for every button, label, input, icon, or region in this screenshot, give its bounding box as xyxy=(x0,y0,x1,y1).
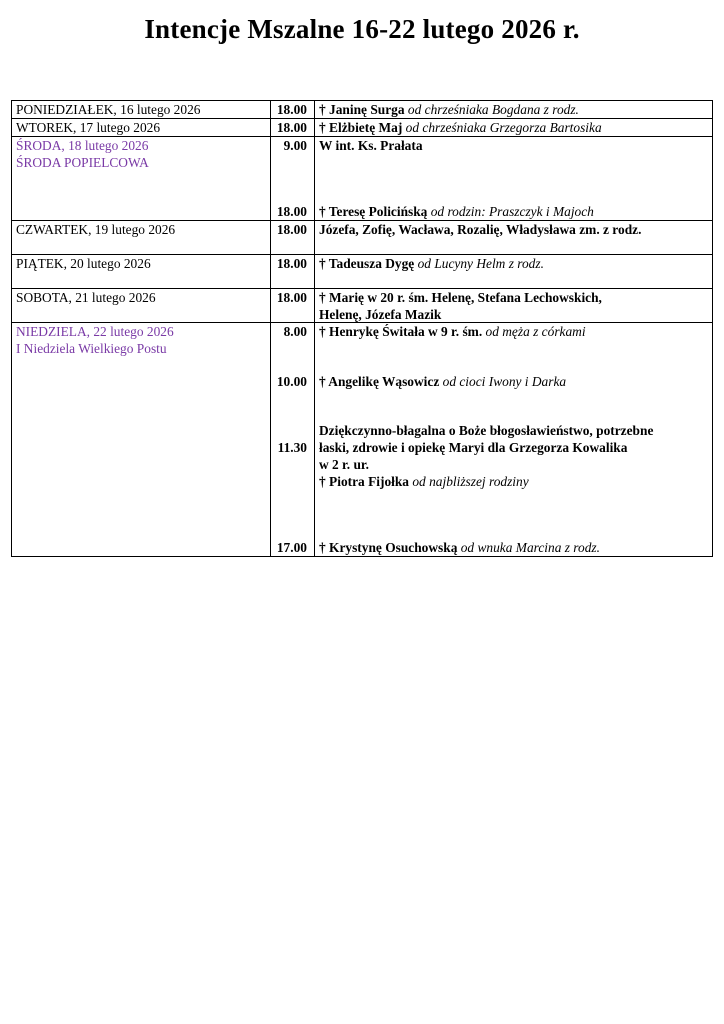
table-row xyxy=(12,137,713,221)
intention-person: † Angelikę Wąsowicz xyxy=(319,374,440,389)
day-label: SOBOTA, 21 lutego 2026 xyxy=(16,290,156,305)
intention-offerer: od wnuka Marcina z rodz. xyxy=(457,540,600,555)
table-row xyxy=(12,255,713,289)
day-label: WTOREK, 17 lutego 2026 xyxy=(16,120,161,135)
day-label: ŚRODA, 18 lutego 2026 xyxy=(16,138,149,153)
intention-person: † Janinę Surga xyxy=(319,102,405,117)
intention-offerer: od rodzin: Praszczyk i Majoch xyxy=(427,204,594,219)
mass-time: 18.00 xyxy=(276,120,307,135)
day-subtitle: I Niedziela Wielkiego Postu xyxy=(16,341,167,356)
intention-offerer: od męża z córkami xyxy=(482,324,586,339)
table-row xyxy=(12,119,713,137)
mass-time: 11.30 xyxy=(277,440,307,455)
mass-time: 18.00 xyxy=(276,102,307,117)
intention xyxy=(315,101,712,118)
mass-time: 18.00 xyxy=(276,256,307,271)
mass-schedule-table xyxy=(11,100,713,557)
day-label: CZWARTEK, 19 lutego 2026 xyxy=(16,222,176,237)
day-label: PONIEDZIAŁEK, 16 lutego 2026 xyxy=(16,102,201,117)
intention-offerer: od Lucyny Helm z rodz. xyxy=(414,256,544,271)
table-row xyxy=(12,221,713,255)
intention-person: † Marię w 20 r. śm. Helenę, Stefana Lechowskich, xyxy=(319,290,602,305)
mass-time: 18.00 xyxy=(276,222,307,237)
intention-person: W int. Ks. Prałata xyxy=(319,138,423,153)
intention-person: Helenę, Józefa Mazik xyxy=(319,307,442,322)
intention-offerer: od najbliższej rodziny xyxy=(409,474,529,489)
intention-person: † Elżbietę Maj xyxy=(319,120,403,135)
intention-person: Dziękczynno-błagalna o Boże błogosławieństwo, potrzebne xyxy=(319,423,654,438)
mass-time: 8.00 xyxy=(283,324,307,339)
table-row xyxy=(12,101,713,119)
table-row xyxy=(12,323,713,557)
mass-time: 18.00 xyxy=(276,204,307,219)
mass-time: 9.00 xyxy=(283,138,307,153)
intention-offerer: od chrześniaka Grzegorza Bartosika xyxy=(402,120,602,135)
intention-person: Józefa, Zofię, Wacława, Rozalię, Władysława zm. z rodz. xyxy=(319,222,642,237)
mass-time: 18.00 xyxy=(276,290,307,305)
intention-person: † Krystynę Osuchowską xyxy=(319,540,458,555)
mass-time: 10.00 xyxy=(276,374,307,389)
table-row xyxy=(12,289,713,323)
intention-person: † Henrykę Świtała w 9 r. śm. xyxy=(319,324,483,339)
intention-person: † Tadeusza Dygę xyxy=(319,256,415,271)
intention-offerer: od cioci Iwony i Darka xyxy=(439,374,567,389)
page-title: Intencje Mszalne 16-22 lutego 2026 r. xyxy=(144,14,580,44)
intention-person: † Teresę Policińską xyxy=(319,204,428,219)
intention-offerer: od chrześniaka Bogdana z rodz. xyxy=(404,102,579,117)
mass-time: 17.00 xyxy=(276,540,307,555)
day-label: NIEDZIELA, 22 lutego 2026 xyxy=(16,324,174,339)
day-label: PIĄTEK, 20 lutego 2026 xyxy=(16,256,151,271)
intention-person: † Piotra Fijołka xyxy=(319,474,410,489)
day-subtitle: ŚRODA POPIELCOWA xyxy=(16,155,149,170)
intention-person: łaski, zdrowie i opiekę Maryi dla Grzegorza Kowalika xyxy=(319,440,628,455)
intention-person: w 2 r. ur. xyxy=(319,457,369,472)
